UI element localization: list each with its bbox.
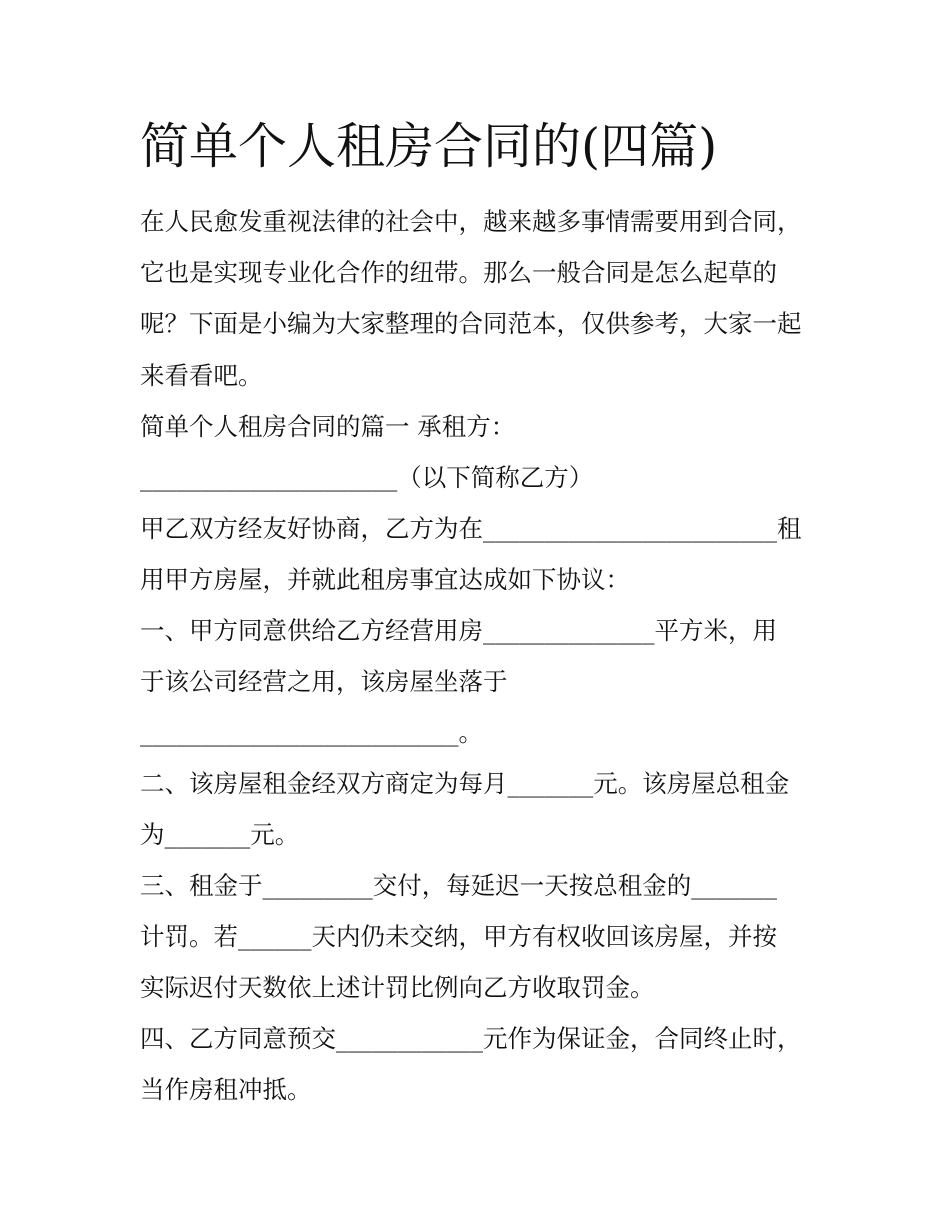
clause-line: 四、乙方同意预交____________元作为保证金，合同终止时， [140, 1024, 802, 1053]
paragraph-line: 来看看吧。 [140, 361, 263, 390]
document-title: 简单个人租房合同的(四篇) [140, 118, 718, 175]
clause-line: 三、租金于_________交付，每延迟一天按总租金的_______ [140, 871, 777, 900]
clause-line: 一、甲方同意供给乙方经营用房______________平方米，用 [140, 616, 777, 645]
clause-line: 当作房租冲抵。 [140, 1075, 312, 1104]
clause-line: 二、该房屋租金经双方商定为每月_______元。该房屋总租金 [140, 769, 790, 798]
clause-line: 为_______元。 [140, 820, 300, 849]
clause-line: 实际迟付天数依上述计罚比例向乙方收取罚金。 [140, 973, 655, 1002]
section-heading-line: 简单个人租房合同的篇一 承租方： [140, 412, 516, 441]
paragraph-line: 在人民愈发重视法律的社会中，越来越多事情需要用到合同， [140, 207, 802, 236]
clause-line: 于该公司经营之用，该房屋坐落于 [140, 667, 508, 696]
paragraph-line: 用甲方房屋，并就此租房事宜达成如下协议： [140, 565, 630, 594]
paragraph-line: 甲乙双方经友好协商，乙方为在________________________租 [140, 514, 802, 543]
paragraph-line: _____________________（以下简称乙方） [140, 463, 594, 492]
paragraph-line: 它也是实现专业化合作的纽带。那么一般合同是怎么起草的 [140, 258, 777, 287]
paragraph-line: 呢？下面是小编为大家整理的合同范本，仅供参考，大家一起 [140, 309, 802, 338]
clause-line: 计罚。若______天内仍未交纳，甲方有权收回该房屋，并按 [140, 922, 777, 951]
clause-line: __________________________。 [140, 718, 483, 747]
